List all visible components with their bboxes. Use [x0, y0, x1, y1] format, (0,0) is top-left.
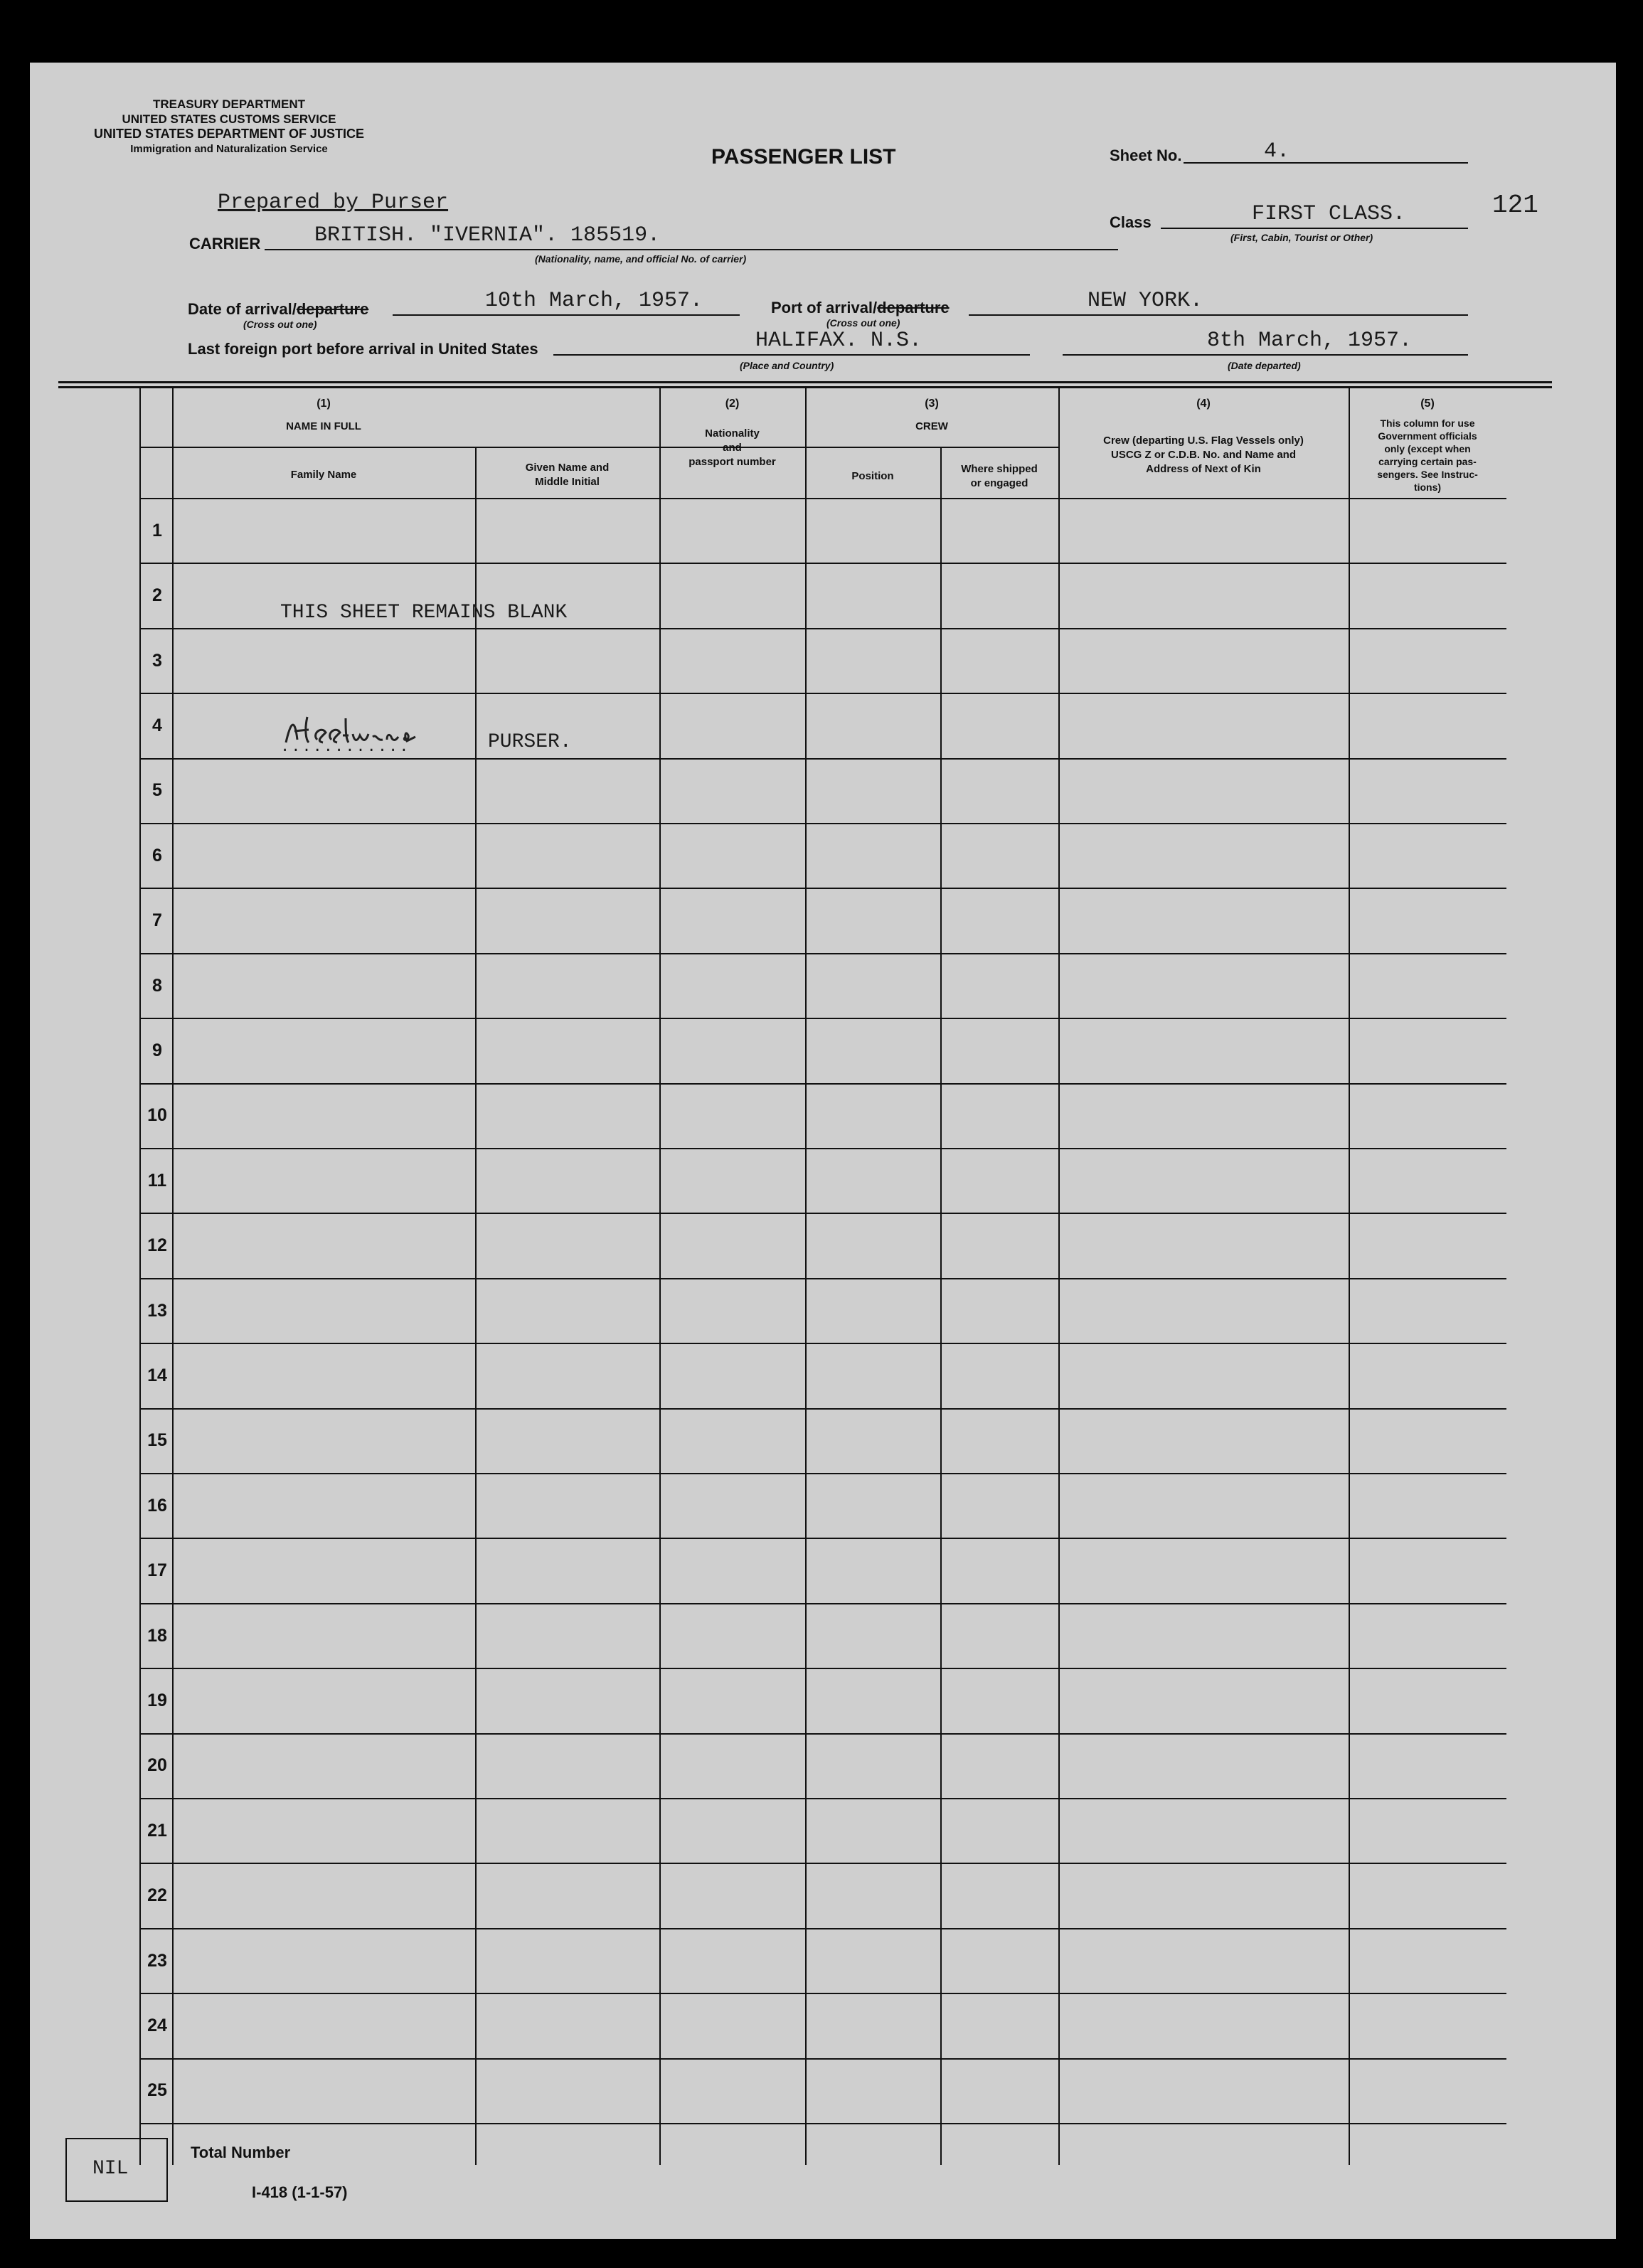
col4-heading [1058, 434, 1349, 477]
page-number: 121 [1492, 191, 1538, 220]
table-row-number: 4 [152, 715, 162, 735]
prepared-by: Prepared by Purser [218, 191, 449, 215]
table-row-number: 3 [152, 651, 162, 671]
col3a-heading: Position [851, 470, 894, 482]
table-row-number: 6 [152, 846, 162, 866]
col2-line1: Nationality [705, 427, 760, 440]
col1-title: NAME IN FULL [286, 420, 361, 432]
passenger-list-form [30, 63, 1616, 2239]
col3b-heading [940, 462, 1058, 491]
row2-entry: THIS SHEET REMAINS BLANK [280, 602, 568, 624]
col2-heading [659, 427, 805, 469]
class-caption: (First, Cabin, Tourist or Other) [1230, 232, 1373, 243]
table-row-rule [139, 1343, 1506, 1344]
agency-line-2: UNITED STATES CUSTOMS SERVICE [122, 112, 336, 126]
port-caption: (Cross out one) [826, 317, 900, 329]
row4-purser: PURSER. [488, 731, 572, 753]
form-number: I-418 (1-1-57) [252, 2183, 348, 2201]
table-row-number: 17 [147, 1560, 167, 1580]
table-row-number: 1 [152, 521, 162, 541]
port-label-struck: departure [877, 299, 950, 316]
col5-line3: only (except when [1384, 443, 1471, 454]
table-row-number: 20 [147, 1755, 167, 1775]
agency-line-4: Immigration and Naturalization Service [130, 143, 328, 155]
carrier-value: BRITISH. "IVERNIA". 185519. [314, 223, 661, 247]
col4-number: (4) [1196, 398, 1211, 410]
table-row-number: 15 [147, 1430, 167, 1450]
table-row-number: 9 [152, 1040, 162, 1060]
table-row-number: 23 [147, 1951, 167, 1971]
col4-line2: USCG Z or C.D.B. No. and Name and [1110, 449, 1297, 461]
table-row-number: 19 [147, 1691, 167, 1710]
table-row-rule [139, 1083, 1506, 1085]
col1b-line2: Middle Initial [535, 476, 600, 488]
table-row-number: 12 [147, 1235, 167, 1255]
col2-left-divider [659, 387, 661, 2165]
sheet-label: Sheet No. [1110, 147, 1182, 164]
date-caption: (Cross out one) [243, 319, 317, 330]
port-value: NEW YORK. [1088, 289, 1203, 313]
last-port-value: HALIFAX. N.S. [755, 329, 922, 353]
sheet-number: 4. [1264, 139, 1290, 164]
carrier-caption: (Nationality, name, and official No. of carrier) [535, 253, 747, 265]
row4-entry [280, 708, 849, 758]
col5-heading [1349, 417, 1506, 494]
total-box [65, 2138, 168, 2202]
total-value: NIL [92, 2158, 129, 2180]
table-row-rule [139, 693, 1506, 694]
col5-line5: sengers. See Instruc- [1377, 469, 1478, 480]
header-bottom-rule [139, 498, 1349, 499]
table-row-rule [139, 1278, 1506, 1279]
table-row-number: 18 [147, 1626, 167, 1646]
table-row-rule [139, 758, 1506, 760]
table-row-number: 5 [152, 780, 162, 800]
table-row-rule [139, 1603, 1506, 1604]
col3b-line1: Where shipped [961, 463, 1038, 475]
table-row-rule [139, 1993, 1506, 1994]
col2-number: (2) [725, 398, 740, 410]
table-row-rule [139, 2123, 1506, 2124]
table-row-rule [139, 1798, 1506, 1799]
table-row-rule [139, 1408, 1506, 1410]
table-row-rule [139, 628, 1506, 629]
col3-number: (3) [925, 398, 939, 410]
col4-line1: Crew (departing U.S. Flag Vessels only) [1103, 435, 1304, 447]
carrier-label: CARRIER [189, 235, 261, 252]
table-row-number: 7 [152, 910, 162, 930]
table-row-rule [139, 563, 1506, 564]
table-row-number: 2 [152, 585, 162, 605]
class-label: Class [1110, 213, 1152, 231]
table-row-number: 16 [147, 1496, 167, 1516]
port-label-prefix: Port of arrival/ [771, 299, 878, 316]
col2-line3: passport number [688, 456, 776, 468]
table-row-number: 22 [147, 1885, 167, 1905]
table-row-rule [139, 1928, 1506, 1929]
col1-divider [475, 447, 477, 2165]
col2-line2: and [723, 442, 742, 454]
table-row-rule [139, 1473, 1506, 1474]
table-row-number: 8 [152, 976, 162, 996]
table-row-rule [139, 2058, 1506, 2060]
col3-title: CREW [915, 420, 948, 432]
col1a-heading: Family Name [290, 469, 357, 481]
last-port-caption: (Place and Country) [740, 360, 834, 371]
col5-line6: tions) [1413, 481, 1442, 493]
col5-line4: carrying certain pas- [1378, 456, 1477, 467]
date-departed-value: 8th March, 1957. [1207, 329, 1413, 353]
col4-left-divider [1058, 387, 1060, 2165]
agency-line-1: TREASURY DEPARTMENT [152, 97, 306, 111]
table-row-rule [139, 953, 1506, 954]
total-label: Total Number [191, 2144, 291, 2161]
col1b-heading [475, 461, 659, 489]
form-title: PASSENGER LIST [711, 145, 896, 169]
class-value: FIRST CLASS. [1252, 202, 1406, 226]
passenger-table [30, 63, 1616, 2239]
table-row-number: 13 [147, 1301, 167, 1321]
table-row-number: 25 [147, 2080, 167, 2100]
row4-dots: ............ [280, 738, 410, 756]
table-row-rule [139, 888, 1506, 889]
table-row-rule [139, 1668, 1506, 1669]
header-bottom-rule-col5 [1349, 498, 1506, 499]
col3-left-divider [805, 387, 807, 2165]
col3-mid-divider [940, 447, 942, 2165]
agency-line-3: UNITED STATES DEPARTMENT OF JUSTICE [93, 127, 364, 141]
table-row-number: 10 [147, 1105, 167, 1125]
col4-line3: Address of Next of Kin [1146, 463, 1261, 475]
table-row-number: 11 [147, 1171, 167, 1191]
table-row-rule [139, 1538, 1506, 1539]
col5-left-divider [1349, 387, 1350, 2165]
subheader-rule [139, 447, 1058, 448]
table-row-rule [139, 823, 1506, 824]
table-row-rule [139, 1733, 1506, 1735]
col1-number: (1) [317, 398, 331, 410]
table-row-rule [139, 1863, 1506, 1864]
date-label-struck: departure [296, 300, 369, 318]
date-value: 10th March, 1957. [485, 289, 703, 313]
date-label-prefix: Date of arrival/ [188, 300, 297, 318]
date-departed-caption: (Date departed) [1228, 360, 1301, 371]
col1b-line1: Given Name and [525, 462, 610, 474]
col5-line2: Government officials [1378, 430, 1477, 442]
col5-line1: This column for use [1380, 417, 1475, 429]
last-port-label: Last foreign port before arrival in United States [188, 340, 538, 358]
table-row-rule [139, 1213, 1506, 1214]
table-row-number: 14 [147, 1365, 167, 1385]
table-row-rule [139, 1148, 1506, 1149]
table-row-rule [139, 1018, 1506, 1019]
col3b-line2: or engaged [970, 477, 1028, 489]
table-row-number: 24 [147, 2016, 167, 2035]
table-row-number: 21 [147, 1821, 167, 1841]
col5-number: (5) [1420, 398, 1435, 410]
